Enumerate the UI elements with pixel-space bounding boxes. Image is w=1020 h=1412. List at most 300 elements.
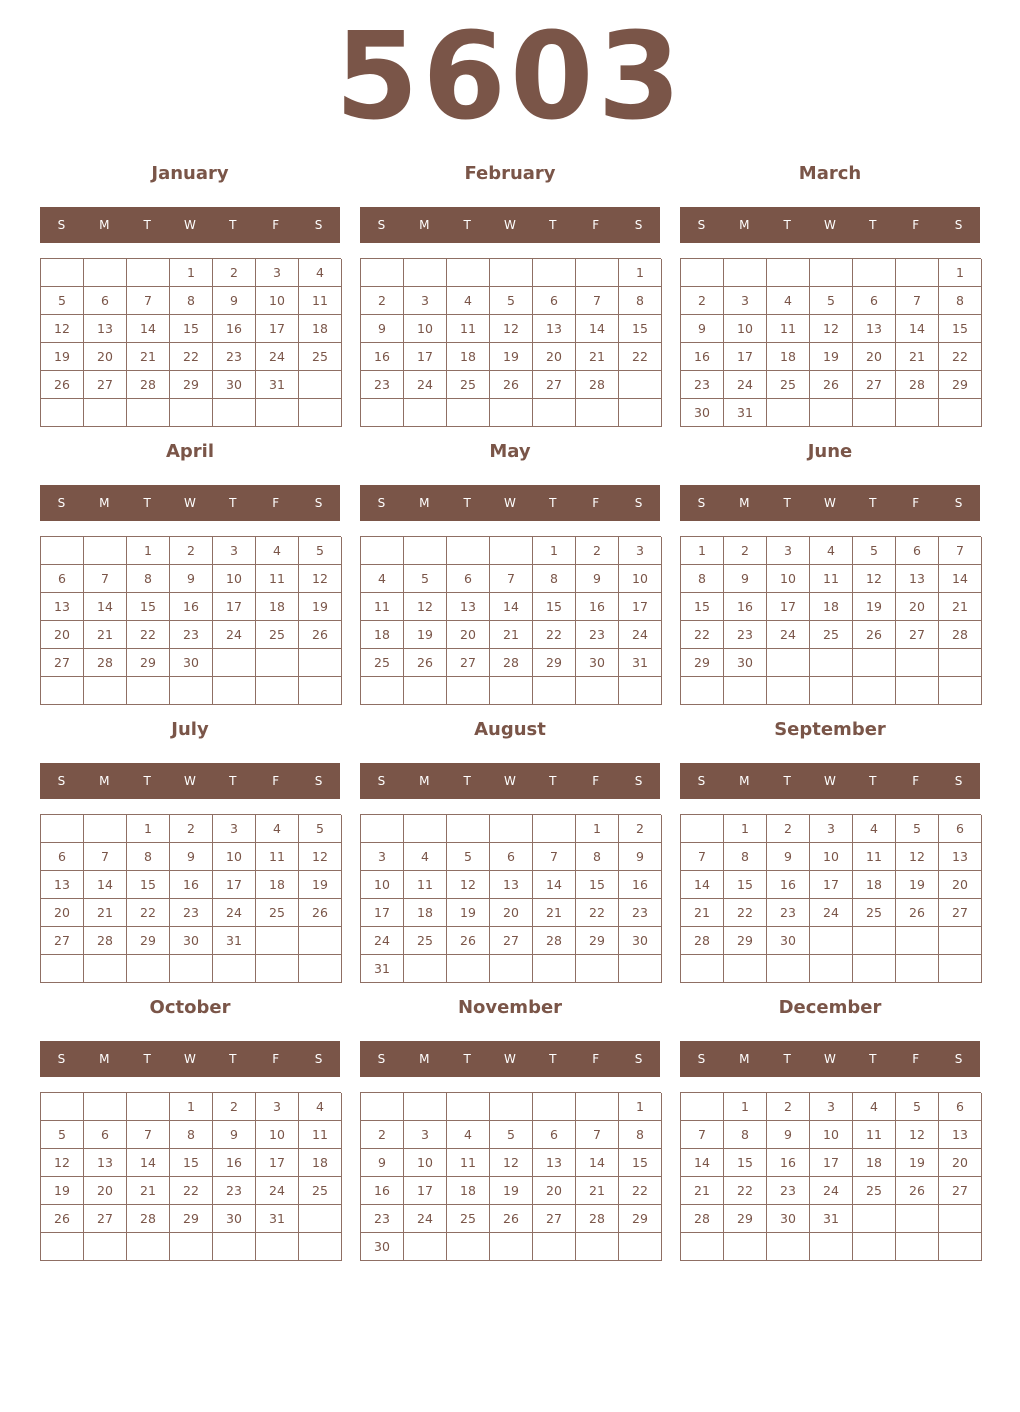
empty-day-cell bbox=[213, 649, 256, 677]
day-cell: 11 bbox=[767, 315, 810, 343]
weekday-label: T bbox=[783, 496, 791, 510]
day-cell: 25 bbox=[404, 927, 447, 955]
day-cell: 2 bbox=[681, 287, 724, 315]
day-cell: 23 bbox=[681, 371, 724, 399]
day-cell: 27 bbox=[490, 927, 533, 955]
month-name: April bbox=[165, 441, 215, 462]
weekday-label: S bbox=[954, 218, 963, 232]
day-cell: 6 bbox=[41, 565, 84, 593]
empty-day-cell bbox=[41, 815, 84, 843]
day-cell: 8 bbox=[724, 843, 767, 871]
day-cell: 14 bbox=[576, 1149, 619, 1177]
day-cell: 28 bbox=[681, 927, 724, 955]
day-cell: 11 bbox=[447, 315, 490, 343]
day-cell: 1 bbox=[724, 1093, 767, 1121]
empty-day-cell bbox=[41, 399, 84, 427]
empty-day-cell bbox=[576, 677, 619, 705]
weekday-label: S bbox=[954, 496, 963, 510]
empty-day-cell bbox=[404, 399, 447, 427]
day-cell: 26 bbox=[447, 927, 490, 955]
day-cell: 15 bbox=[619, 1149, 662, 1177]
empty-day-cell bbox=[681, 1233, 724, 1261]
day-cell: 8 bbox=[619, 1121, 662, 1149]
weekday-label: T bbox=[143, 218, 151, 232]
weekday-label: T bbox=[143, 774, 151, 788]
day-cell: 31 bbox=[361, 955, 404, 983]
weekday-label: M bbox=[99, 496, 110, 510]
day-cell: 4 bbox=[256, 537, 299, 565]
weekday-label: F bbox=[592, 496, 600, 510]
empty-day-cell bbox=[490, 259, 533, 287]
day-cell: 15 bbox=[724, 1149, 767, 1177]
day-cell: 17 bbox=[256, 315, 299, 343]
day-cell: 10 bbox=[361, 871, 404, 899]
day-cell: 23 bbox=[619, 899, 662, 927]
day-cell: 20 bbox=[896, 593, 939, 621]
day-cell: 9 bbox=[619, 843, 662, 871]
day-cell: 18 bbox=[299, 1149, 342, 1177]
weekday-label: S bbox=[634, 774, 643, 788]
day-cell: 9 bbox=[361, 315, 404, 343]
day-cell: 11 bbox=[256, 843, 299, 871]
day-cell: 20 bbox=[939, 871, 982, 899]
day-cell: 7 bbox=[576, 1121, 619, 1149]
weekday-label: S bbox=[377, 496, 386, 510]
day-grid bbox=[40, 814, 341, 983]
day-cell: 7 bbox=[896, 287, 939, 315]
day-cell: 12 bbox=[299, 565, 342, 593]
day-cell: 13 bbox=[447, 593, 490, 621]
empty-day-cell bbox=[299, 649, 342, 677]
day-cell: 22 bbox=[576, 899, 619, 927]
day-cell: 8 bbox=[170, 1121, 213, 1149]
day-cell: 15 bbox=[533, 593, 576, 621]
day-cell: 9 bbox=[576, 565, 619, 593]
day-cell: 28 bbox=[939, 621, 982, 649]
day-cell: 18 bbox=[767, 343, 810, 371]
day-cell: 27 bbox=[41, 927, 84, 955]
empty-day-cell bbox=[853, 955, 896, 983]
day-cell: 13 bbox=[41, 593, 84, 621]
day-cell: 21 bbox=[896, 343, 939, 371]
day-grid bbox=[680, 536, 981, 705]
empty-day-cell bbox=[299, 677, 342, 705]
day-cell: 10 bbox=[619, 565, 662, 593]
empty-day-cell bbox=[404, 1233, 447, 1261]
empty-day-cell bbox=[767, 677, 810, 705]
day-cell: 18 bbox=[853, 1149, 896, 1177]
day-grid bbox=[360, 814, 661, 983]
day-cell: 3 bbox=[810, 815, 853, 843]
day-cell: 13 bbox=[853, 315, 896, 343]
empty-day-cell bbox=[490, 399, 533, 427]
empty-day-cell bbox=[127, 955, 170, 983]
weekday-label: S bbox=[634, 496, 643, 510]
empty-day-cell bbox=[681, 677, 724, 705]
day-cell: 23 bbox=[724, 621, 767, 649]
empty-day-cell bbox=[490, 537, 533, 565]
day-cell: 19 bbox=[41, 343, 84, 371]
day-cell: 24 bbox=[213, 621, 256, 649]
day-cell: 30 bbox=[170, 927, 213, 955]
day-cell: 24 bbox=[256, 1177, 299, 1205]
empty-day-cell bbox=[447, 259, 490, 287]
empty-day-cell bbox=[299, 1205, 342, 1233]
day-cell: 6 bbox=[490, 843, 533, 871]
empty-day-cell bbox=[767, 259, 810, 287]
day-cell: 28 bbox=[576, 371, 619, 399]
day-cell: 5 bbox=[810, 287, 853, 315]
empty-day-cell bbox=[404, 1093, 447, 1121]
weekday-header bbox=[360, 763, 660, 799]
day-cell: 8 bbox=[127, 843, 170, 871]
weekday-label: S bbox=[697, 1052, 706, 1066]
day-cell: 21 bbox=[576, 1177, 619, 1205]
day-cell: 8 bbox=[724, 1121, 767, 1149]
day-cell: 31 bbox=[256, 371, 299, 399]
day-cell: 2 bbox=[361, 287, 404, 315]
empty-day-cell bbox=[853, 1205, 896, 1233]
day-cell: 19 bbox=[896, 871, 939, 899]
weekday-label: S bbox=[954, 774, 963, 788]
day-cell: 13 bbox=[84, 315, 127, 343]
day-cell: 3 bbox=[724, 287, 767, 315]
day-cell: 19 bbox=[810, 343, 853, 371]
weekday-label: T bbox=[143, 1052, 151, 1066]
weekday-label: S bbox=[377, 774, 386, 788]
month-name: March bbox=[798, 163, 862, 184]
day-cell: 20 bbox=[490, 899, 533, 927]
empty-day-cell bbox=[404, 815, 447, 843]
day-grid bbox=[680, 1092, 981, 1261]
empty-day-cell bbox=[170, 399, 213, 427]
day-cell: 16 bbox=[361, 343, 404, 371]
empty-day-cell bbox=[256, 649, 299, 677]
weekday-label: W bbox=[504, 774, 516, 788]
day-cell: 2 bbox=[767, 1093, 810, 1121]
weekday-label: F bbox=[272, 218, 280, 232]
day-cell: 4 bbox=[299, 1093, 342, 1121]
day-cell: 27 bbox=[447, 649, 490, 677]
weekday-label: M bbox=[419, 496, 430, 510]
weekday-label: S bbox=[697, 496, 706, 510]
empty-day-cell bbox=[896, 1205, 939, 1233]
day-cell: 17 bbox=[256, 1149, 299, 1177]
day-cell: 18 bbox=[256, 593, 299, 621]
day-cell: 4 bbox=[767, 287, 810, 315]
day-cell: 19 bbox=[896, 1149, 939, 1177]
day-cell: 15 bbox=[724, 871, 767, 899]
day-cell: 26 bbox=[896, 1177, 939, 1205]
day-cell: 2 bbox=[619, 815, 662, 843]
weekday-label: S bbox=[954, 1052, 963, 1066]
day-cell: 27 bbox=[853, 371, 896, 399]
day-cell: 9 bbox=[213, 287, 256, 315]
day-cell: 29 bbox=[939, 371, 982, 399]
month-name: September bbox=[774, 719, 886, 740]
day-cell: 1 bbox=[170, 259, 213, 287]
weekday-label: M bbox=[739, 774, 750, 788]
empty-day-cell bbox=[361, 677, 404, 705]
day-cell: 28 bbox=[681, 1205, 724, 1233]
day-cell: 13 bbox=[939, 1121, 982, 1149]
day-cell: 24 bbox=[361, 927, 404, 955]
day-cell: 8 bbox=[576, 843, 619, 871]
day-cell: 12 bbox=[810, 315, 853, 343]
weekday-label: F bbox=[592, 218, 600, 232]
day-cell: 8 bbox=[170, 287, 213, 315]
day-cell: 21 bbox=[681, 1177, 724, 1205]
day-cell: 28 bbox=[490, 649, 533, 677]
day-cell: 1 bbox=[681, 537, 724, 565]
day-cell: 11 bbox=[299, 287, 342, 315]
day-cell: 6 bbox=[84, 1121, 127, 1149]
weekday-header bbox=[40, 485, 340, 521]
weekday-label: S bbox=[314, 218, 323, 232]
day-cell: 16 bbox=[170, 593, 213, 621]
day-cell: 21 bbox=[681, 899, 724, 927]
day-cell: 22 bbox=[619, 343, 662, 371]
empty-day-cell bbox=[447, 815, 490, 843]
weekday-label: T bbox=[229, 774, 237, 788]
empty-day-cell bbox=[404, 259, 447, 287]
day-cell: 31 bbox=[256, 1205, 299, 1233]
day-cell: 10 bbox=[404, 315, 447, 343]
empty-day-cell bbox=[853, 649, 896, 677]
day-cell: 2 bbox=[361, 1121, 404, 1149]
day-cell: 14 bbox=[576, 315, 619, 343]
weekday-header bbox=[40, 1041, 340, 1077]
day-cell: 7 bbox=[681, 843, 724, 871]
day-cell: 25 bbox=[256, 899, 299, 927]
day-cell: 11 bbox=[447, 1149, 490, 1177]
weekday-label: T bbox=[463, 496, 471, 510]
day-cell: 22 bbox=[724, 899, 767, 927]
empty-day-cell bbox=[896, 259, 939, 287]
empty-day-cell bbox=[619, 1233, 662, 1261]
day-cell: 8 bbox=[619, 287, 662, 315]
day-cell: 20 bbox=[447, 621, 490, 649]
day-cell: 17 bbox=[724, 343, 767, 371]
day-cell: 4 bbox=[853, 1093, 896, 1121]
day-cell: 20 bbox=[41, 899, 84, 927]
day-cell: 29 bbox=[127, 927, 170, 955]
day-cell: 15 bbox=[170, 1149, 213, 1177]
day-cell: 10 bbox=[810, 1121, 853, 1149]
empty-day-cell bbox=[853, 399, 896, 427]
day-cell: 13 bbox=[41, 871, 84, 899]
weekday-label: M bbox=[739, 218, 750, 232]
day-cell: 31 bbox=[810, 1205, 853, 1233]
day-cell: 9 bbox=[767, 1121, 810, 1149]
empty-day-cell bbox=[41, 1093, 84, 1121]
day-cell: 27 bbox=[939, 899, 982, 927]
weekday-label: T bbox=[549, 496, 557, 510]
empty-day-cell bbox=[767, 649, 810, 677]
weekday-label: T bbox=[783, 218, 791, 232]
day-cell: 5 bbox=[447, 843, 490, 871]
empty-day-cell bbox=[447, 399, 490, 427]
day-cell: 6 bbox=[896, 537, 939, 565]
day-cell: 13 bbox=[84, 1149, 127, 1177]
empty-day-cell bbox=[896, 399, 939, 427]
day-cell: 7 bbox=[939, 537, 982, 565]
day-cell: 16 bbox=[681, 343, 724, 371]
day-cell: 9 bbox=[213, 1121, 256, 1149]
day-cell: 11 bbox=[299, 1121, 342, 1149]
day-cell: 10 bbox=[256, 1121, 299, 1149]
day-cell: 24 bbox=[404, 1205, 447, 1233]
day-cell: 17 bbox=[810, 1149, 853, 1177]
day-cell: 5 bbox=[41, 1121, 84, 1149]
day-cell: 19 bbox=[447, 899, 490, 927]
day-cell: 18 bbox=[256, 871, 299, 899]
weekday-label: T bbox=[463, 218, 471, 232]
day-cell: 14 bbox=[84, 871, 127, 899]
day-cell: 23 bbox=[170, 899, 213, 927]
day-cell: 5 bbox=[299, 537, 342, 565]
day-cell: 17 bbox=[404, 343, 447, 371]
weekday-label: W bbox=[824, 774, 836, 788]
empty-day-cell bbox=[256, 955, 299, 983]
weekday-label: F bbox=[912, 496, 920, 510]
day-cell: 25 bbox=[810, 621, 853, 649]
day-cell: 21 bbox=[127, 1177, 170, 1205]
day-cell: 15 bbox=[619, 315, 662, 343]
day-cell: 10 bbox=[404, 1149, 447, 1177]
day-cell: 29 bbox=[170, 371, 213, 399]
day-cell: 7 bbox=[127, 287, 170, 315]
day-cell: 16 bbox=[767, 871, 810, 899]
weekday-label: F bbox=[272, 496, 280, 510]
day-cell: 21 bbox=[84, 899, 127, 927]
day-cell: 18 bbox=[853, 871, 896, 899]
empty-day-cell bbox=[127, 399, 170, 427]
day-cell: 6 bbox=[533, 287, 576, 315]
empty-day-cell bbox=[84, 399, 127, 427]
day-cell: 20 bbox=[533, 1177, 576, 1205]
day-cell: 16 bbox=[213, 1149, 256, 1177]
day-cell: 19 bbox=[41, 1177, 84, 1205]
weekday-header bbox=[360, 485, 660, 521]
empty-day-cell bbox=[447, 1233, 490, 1261]
day-cell: 29 bbox=[576, 927, 619, 955]
day-cell: 30 bbox=[576, 649, 619, 677]
day-cell: 12 bbox=[41, 1149, 84, 1177]
empty-day-cell bbox=[533, 815, 576, 843]
day-cell: 12 bbox=[853, 565, 896, 593]
empty-day-cell bbox=[810, 677, 853, 705]
empty-day-cell bbox=[127, 677, 170, 705]
month-name: July bbox=[171, 719, 209, 740]
day-cell: 18 bbox=[299, 315, 342, 343]
empty-day-cell bbox=[361, 399, 404, 427]
day-cell: 21 bbox=[939, 593, 982, 621]
day-cell: 13 bbox=[533, 315, 576, 343]
day-cell: 30 bbox=[213, 1205, 256, 1233]
day-cell: 1 bbox=[576, 815, 619, 843]
day-cell: 3 bbox=[619, 537, 662, 565]
day-cell: 19 bbox=[299, 871, 342, 899]
day-cell: 5 bbox=[896, 815, 939, 843]
month-name: January bbox=[151, 163, 229, 184]
day-cell: 16 bbox=[361, 1177, 404, 1205]
empty-day-cell bbox=[41, 259, 84, 287]
day-cell: 30 bbox=[170, 649, 213, 677]
day-cell: 14 bbox=[533, 871, 576, 899]
empty-day-cell bbox=[84, 677, 127, 705]
day-cell: 26 bbox=[853, 621, 896, 649]
empty-day-cell bbox=[84, 259, 127, 287]
day-cell: 8 bbox=[681, 565, 724, 593]
day-cell: 27 bbox=[939, 1177, 982, 1205]
day-cell: 30 bbox=[619, 927, 662, 955]
day-cell: 3 bbox=[361, 843, 404, 871]
weekday-label: W bbox=[504, 1052, 516, 1066]
empty-day-cell bbox=[213, 399, 256, 427]
empty-day-cell bbox=[533, 1233, 576, 1261]
day-cell: 27 bbox=[533, 1205, 576, 1233]
empty-day-cell bbox=[767, 955, 810, 983]
empty-day-cell bbox=[896, 649, 939, 677]
day-cell: 30 bbox=[767, 1205, 810, 1233]
day-cell: 12 bbox=[299, 843, 342, 871]
day-cell: 4 bbox=[447, 287, 490, 315]
empty-day-cell bbox=[810, 259, 853, 287]
empty-day-cell bbox=[853, 1233, 896, 1261]
weekday-label: W bbox=[504, 218, 516, 232]
day-cell: 24 bbox=[810, 1177, 853, 1205]
day-cell: 8 bbox=[533, 565, 576, 593]
day-cell: 19 bbox=[404, 621, 447, 649]
day-cell: 24 bbox=[767, 621, 810, 649]
weekday-label: S bbox=[377, 1052, 386, 1066]
day-cell: 24 bbox=[619, 621, 662, 649]
day-cell: 7 bbox=[576, 287, 619, 315]
weekday-label: S bbox=[634, 1052, 643, 1066]
day-cell: 5 bbox=[404, 565, 447, 593]
day-cell: 9 bbox=[361, 1149, 404, 1177]
day-cell: 14 bbox=[127, 315, 170, 343]
weekday-header bbox=[680, 207, 980, 243]
day-cell: 1 bbox=[724, 815, 767, 843]
weekday-header bbox=[680, 485, 980, 521]
day-cell: 20 bbox=[84, 343, 127, 371]
day-cell: 16 bbox=[767, 1149, 810, 1177]
day-cell: 13 bbox=[939, 843, 982, 871]
day-grid bbox=[40, 258, 341, 427]
empty-day-cell bbox=[767, 399, 810, 427]
day-grid bbox=[360, 536, 661, 705]
day-cell: 10 bbox=[213, 843, 256, 871]
empty-day-cell bbox=[447, 677, 490, 705]
day-cell: 14 bbox=[84, 593, 127, 621]
day-cell: 14 bbox=[896, 315, 939, 343]
day-cell: 27 bbox=[533, 371, 576, 399]
day-cell: 21 bbox=[84, 621, 127, 649]
weekday-label: F bbox=[912, 774, 920, 788]
weekday-label: T bbox=[783, 774, 791, 788]
day-cell: 10 bbox=[256, 287, 299, 315]
empty-day-cell bbox=[853, 259, 896, 287]
empty-day-cell bbox=[853, 677, 896, 705]
day-cell: 26 bbox=[404, 649, 447, 677]
day-cell: 6 bbox=[853, 287, 896, 315]
empty-day-cell bbox=[404, 537, 447, 565]
day-cell: 24 bbox=[256, 343, 299, 371]
day-cell: 17 bbox=[213, 871, 256, 899]
day-cell: 7 bbox=[533, 843, 576, 871]
